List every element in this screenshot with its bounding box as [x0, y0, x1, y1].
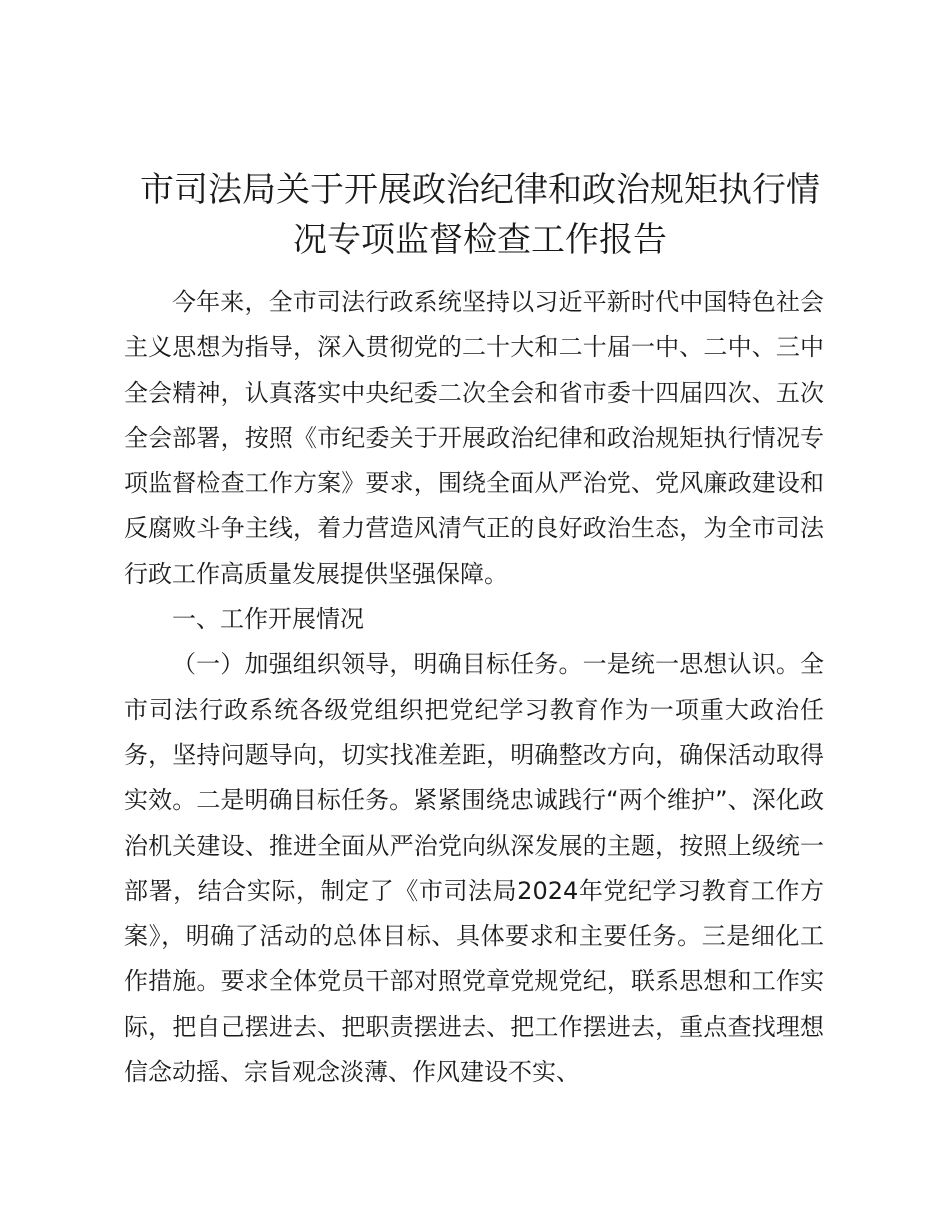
intro-paragraph: 今年来，全市司法行政系统坚持以习近平新时代中国特色社会主义思想为指导，深入贯彻党的二十大和二十届一中、二中、三中全会精神，认真落实中央纪委二次全会和省市委十四届四次、五次全会部署，按照《市纪委关于开展政治纪律和政治规矩执行情况专项监督检查工作方案》要求，围绕全面从严治党、党风廉政建设和反腐败斗争主线，着力营造风清气正的良好政治生态，为全市司法行政工作高质量发展提供坚强保障。 — [124, 288, 824, 588]
document-body — [124, 280, 824, 1095]
title-line-2: 况专项监督检查工作报告 — [293, 220, 667, 260]
subsection-paragraph: （一）加强组织领导，明确目标任务。一是统一思想认识。全市司法行政系统各级党组织把党纪学习教育作为一项重大政治任务，坚持问题导向，切实找准差距，明确整改方向，确保活动取得实效。二是明确目标任务。紧紧围绕忠诚践行“两个维护”、深化政治机关建设、推进全面从严治党向纵深发展的主题，按照上级统一部署，结合实际，制定了《市司法局2024年党纪学习教育工作方案》，明确了活动的总体目标、具体要求和主要任务。三是细化工作措施。要求全体党员干部对照党章党规党纪，联系思想和工作实际，把自己摆进去、把职责摆进去、把工作摆进去，重点查找理想信念动摇、宗旨观念淡薄、作风建设不实、 — [124, 650, 824, 1087]
title-line-1: 市司法局关于开展政治纪律和政治规矩执行情 — [140, 170, 820, 210]
document-title — [120, 165, 840, 265]
section-heading: 一、工作开展情况 — [172, 605, 364, 634]
